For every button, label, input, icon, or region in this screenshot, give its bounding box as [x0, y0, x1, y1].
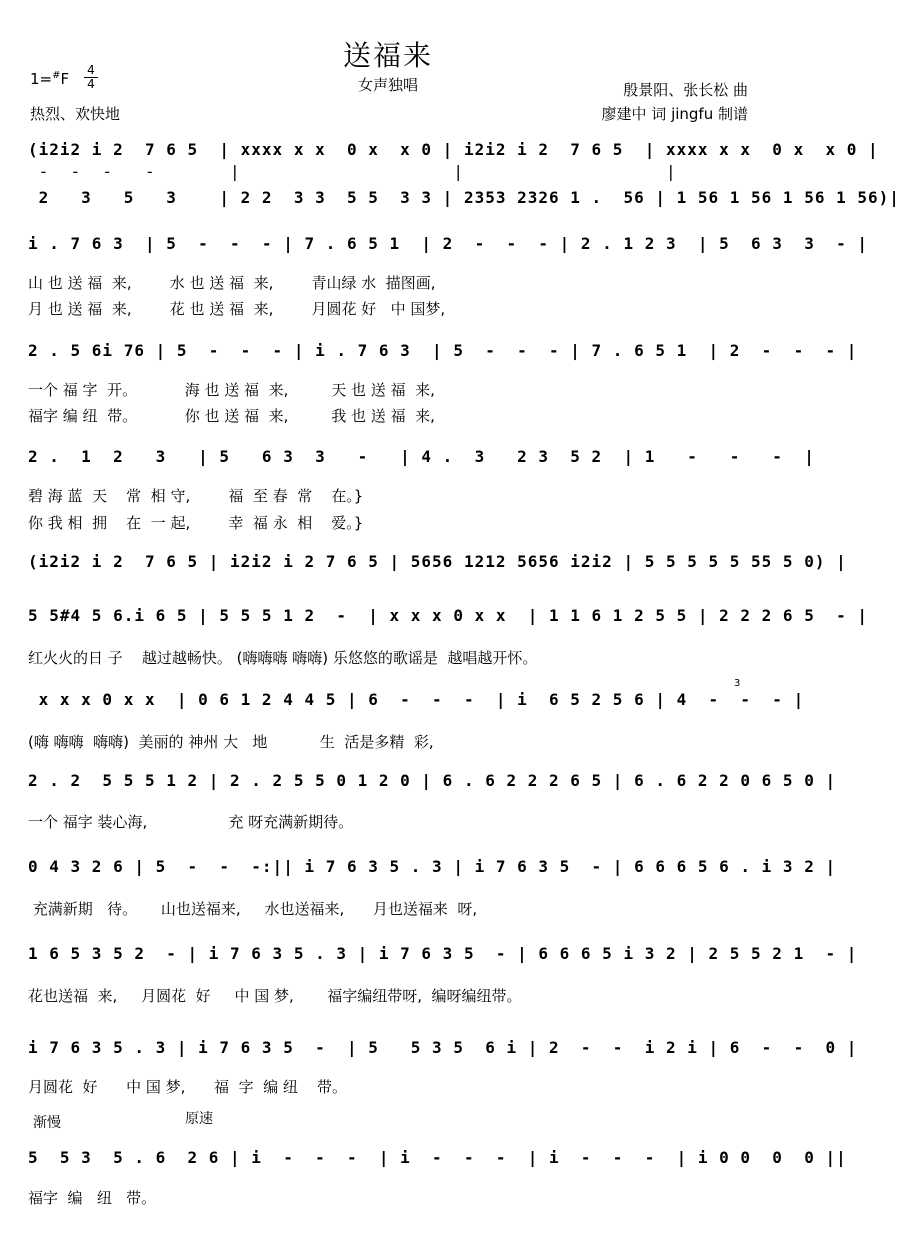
lyrics-row: 你 我 相 拥 在 一 起, 幸 福 永 相 爱。} — [28, 514, 364, 532]
notation-row: 2 . 2 5 5 5 1 2 | 2 . 2 5 5 0 1 2 0 | 6 . 6 2 2 2 6 5 | 6 . 6 2 2 0 6 5 0 | — [28, 771, 837, 790]
key-sharp: # — [52, 70, 61, 81]
notation-row: 2 3 5 3 | 2 2 3 3 5 5 3 3 | 2353 2326 1 . 56 | 1 56 1 56 1 56 1 56)| — [28, 188, 900, 207]
tempo-marking: 热烈、欢快地 — [30, 105, 121, 123]
key-prefix: 1= — [30, 70, 53, 88]
meter-bottom: 4 — [84, 77, 98, 91]
lyrics-row: 碧 海 蓝 天 常 相 守, 福 至 春 常 在。} — [28, 487, 364, 505]
notation-row: (i2i2 i 2 7 6 5 | i2i2 i 2 7 6 5 | 5656 1212 5656 i2i2 | 5 5 5 5 5 55 5 0) | — [28, 552, 847, 571]
notation-row: 2 . 1 2 3 | 5 6 3 3 - | 4 . 3 2 3 5 2 | 1 - - - | — [28, 447, 815, 466]
notation-row: - - - - | | | — [28, 162, 890, 181]
song-title: 送福来 — [342, 39, 433, 72]
lyrics-row: 山 也 送 福 来, 水 也 送 福 来, 青山绿 水 描图画, — [28, 274, 436, 292]
notation-row: i 7 6 3 5 . 3 | i 7 6 3 5 - | 5 5 3 5 6 i | 2 - - i 2 i | 6 - - 0 | — [28, 1038, 858, 1057]
notation-row: 5 5 3 5 . 6 2 6 | i - - - | i - - - | i - - - | i 0 0 0 0 || — [28, 1148, 847, 1167]
lyrics-row: 花也送福 来, 月圆花 好 中 国 梦, 福字编纽带呀, 编呀编纽带。 — [28, 987, 522, 1005]
notation-row: i . 7 6 3 | 5 - - - | 7 . 6 5 1 | 2 - - - | 2 . 1 2 3 | 5 6 3 3 - | — [28, 234, 868, 253]
triplet-marking: 3 — [734, 678, 741, 689]
original-tempo-marking: 原速 — [185, 1111, 213, 1127]
lyrics-row: 福字 编 纽 带。 — [28, 1189, 157, 1207]
lyrics-row: 红火火的日 子 越过越畅快。 (嗨嗨嗨 嗨嗨) 乐悠悠的歌谣是 越唱越开怀。 — [28, 649, 538, 667]
key-signature — [30, 70, 69, 88]
notation-row: 0 4 3 2 6 | 5 - - -:|| i 7 6 3 5 . 3 | i 7 6 3 5 - | 6 6 6 5 6 . i 3 2 | — [28, 857, 837, 876]
notation-row: x x x 0 x x | 0 6 1 2 4 4 5 | 6 - - - | i 6 5 2 5 6 | 4 - - - | — [28, 690, 805, 709]
lyrics-row: (嗨 嗨嗨 嗨嗨) 美丽的 神州 大 地 生 活是多精 彩, — [28, 733, 434, 751]
notation-row: 2 . 5 6i 76 | 5 - - - | i . 7 6 3 | 5 - - - | 7 . 6 5 1 | 2 - - - | — [28, 341, 858, 360]
composer-credit: 殷景阳、张长松 曲 — [623, 81, 748, 99]
meter-top: 4 — [87, 63, 95, 77]
song-subtitle: 女声独唱 — [357, 76, 418, 94]
lyrics-row: 月圆花 好 中 国 梦, 福 字 编 纽 带。 — [28, 1078, 347, 1096]
slow-marking: 渐慢 — [33, 1115, 61, 1131]
lyrics-row: 月 也 送 福 来, 花 也 送 福 来, 月圆花 好 中 国梦, — [28, 300, 446, 318]
notation-row: (i2i2 i 2 7 6 5 | xxxx x x 0 x x 0 | i2i2 i 2 7 6 5 | xxxx x x 0 x x 0 | — [28, 140, 879, 159]
lyrics-row: 一个 福字 装心海, 充 呀充满新期待。 — [28, 813, 354, 831]
lyricist-credit: 廖建中 词 jingfu 制谱 — [601, 105, 748, 123]
lyrics-row: 福字 编 纽 带。 你 也 送 福 来, 我 也 送 福 来, — [28, 407, 435, 425]
notation-row: 1 6 5 3 5 2 - | i 7 6 3 5 . 3 | i 7 6 3 5 - | 6 6 6 5 i 3 2 | 2 5 5 2 1 - | — [28, 944, 858, 963]
lyrics-row: 充满新期 待。 山也送福来, 水也送福来, 月也送福来 呀, — [28, 900, 478, 918]
key-note: F — [60, 70, 70, 88]
time-signature — [84, 64, 98, 91]
notation-row: 5 5#4 5 6.i 6 5 | 5 5 5 1 2 - | x x x 0 x x | 1 1 6 1 2 5 5 | 2 2 2 6 5 - | — [28, 606, 868, 625]
lyrics-row: 一个 福 字 开。 海 也 送 福 来, 天 也 送 福 来, — [28, 381, 435, 399]
